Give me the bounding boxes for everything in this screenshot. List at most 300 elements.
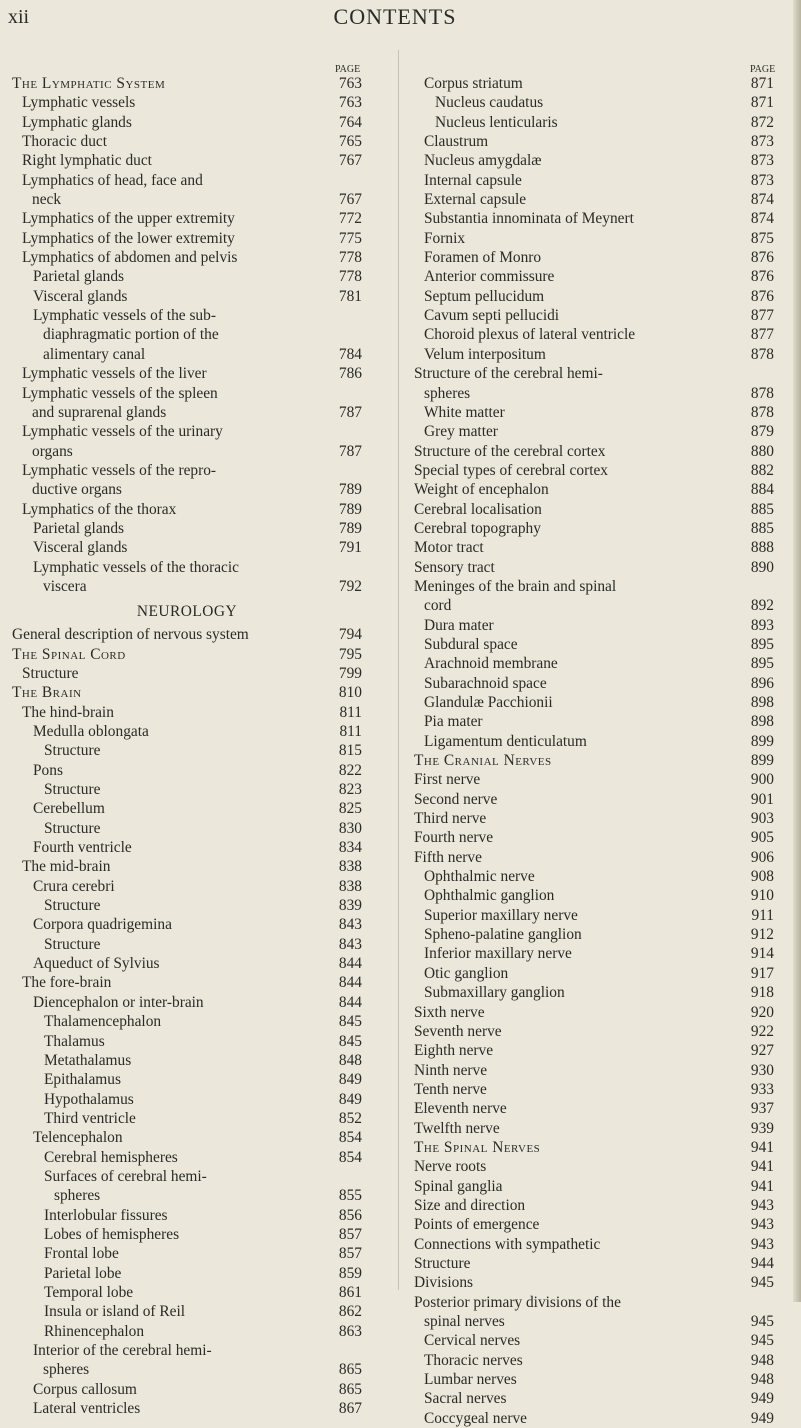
- toc-entry-page: 778: [338, 268, 362, 286]
- toc-entry: [414, 519, 774, 538]
- toc-entry-title: The hind-brain: [22, 703, 114, 721]
- toc-entry-title: Divisions: [414, 1274, 474, 1292]
- toc-entry-title: Lymphatic vessels of the spleen: [22, 384, 218, 402]
- toc-entry: [414, 867, 774, 886]
- toc-entry-title: Temporal lobe: [44, 1283, 134, 1301]
- toc-entry-title: spheres: [54, 1187, 101, 1205]
- toc-entry-title: Spinal ganglia: [414, 1177, 503, 1195]
- toc-entry-title: Aqueduct of Sylvius: [33, 955, 160, 973]
- toc-entry: [414, 1138, 774, 1157]
- toc-entry-title: Eleventh nerve: [414, 1100, 507, 1118]
- toc-entry-title: Pia mater: [424, 713, 483, 731]
- page-edge: [793, 0, 801, 1302]
- toc-entry: [12, 1148, 362, 1167]
- toc-entry: [12, 1070, 362, 1089]
- toc-entry-title: Sixth nerve: [414, 1003, 485, 1021]
- toc-entry: [12, 1167, 362, 1186]
- toc-entry: [12, 1128, 362, 1147]
- toc-entry-page: 849: [338, 1090, 362, 1108]
- toc-entry-title: Structure: [44, 935, 101, 953]
- toc-entry-title: The fore-brain: [22, 974, 112, 992]
- toc-entry: [414, 1177, 774, 1196]
- toc-entry-page: 898: [750, 694, 774, 711]
- toc-entry-title: Cerebral hemispheres: [44, 1148, 178, 1166]
- toc-entry-title: Structure: [44, 742, 101, 760]
- toc-entry-title: Fornix: [424, 229, 466, 247]
- toc-entry: [414, 558, 774, 577]
- toc-entry-page: 912: [750, 926, 774, 944]
- toc-entry: [12, 625, 362, 644]
- toc-entry-title: spinal nerves: [424, 1313, 505, 1330]
- toc-entry: [12, 722, 362, 741]
- toc-entry: [414, 1196, 774, 1215]
- toc-entry-page: 787: [338, 442, 362, 460]
- left-page-label: PAGE: [335, 64, 361, 75]
- toc-entry-title: Interior of the cerebral hemi-: [33, 1342, 212, 1359]
- toc-entry-page: 878: [750, 345, 774, 363]
- toc-entry: [12, 248, 362, 267]
- toc-entry-title: Structure of the cerebral hemi-: [414, 365, 603, 383]
- toc-entry-title: Structure: [44, 819, 101, 837]
- toc-entry-title: alimentary canal: [43, 345, 146, 363]
- toc-entry: [414, 1312, 774, 1331]
- toc-entry-page: 789: [338, 481, 362, 499]
- toc-entry: [414, 1080, 774, 1099]
- toc-entry: [414, 345, 774, 364]
- toc-entry-title: Lymphatics of the lower extremity: [22, 229, 235, 247]
- toc-entry-page: 794: [338, 626, 362, 644]
- toc-entry: [414, 964, 774, 983]
- toc-entry: [414, 403, 774, 422]
- toc-entry-title: Twelfth nerve: [414, 1119, 500, 1137]
- toc-entry-title: Nerve roots: [414, 1158, 487, 1176]
- toc-entry: [414, 674, 774, 693]
- toc-entry-page: 839: [338, 897, 362, 915]
- toc-entry-title: Metathalamus: [44, 1051, 132, 1069]
- toc-entry-title: Substantia innominata of Meynert: [424, 210, 634, 228]
- toc-entry: [12, 780, 362, 799]
- toc-entry-title: First nerve: [414, 771, 481, 789]
- toc-entry-page: 763: [338, 75, 362, 92]
- toc-entry-page: 874: [750, 210, 774, 228]
- toc-entry: [12, 209, 362, 228]
- toc-entry: [414, 770, 774, 789]
- toc-entry-page: 856: [338, 1206, 362, 1224]
- toc-entry-title: Lobes of hemispheres: [44, 1225, 180, 1243]
- toc-entry: [12, 93, 362, 112]
- toc-entry-title: Motor tract: [414, 539, 484, 557]
- toc-entry-title: Right lymphatic duct: [22, 152, 152, 170]
- toc-entry-page: 795: [338, 645, 362, 663]
- toc-entry-title: Visceral glands: [33, 287, 128, 305]
- toc-entry-title: Lymphatics of the thorax: [22, 500, 177, 518]
- toc-entry-title: The Brain: [12, 684, 82, 702]
- toc-entry-page: 893: [750, 616, 774, 634]
- toc-entry: [414, 828, 774, 847]
- toc-entry-title: General description of nervous system: [12, 626, 249, 644]
- toc-entry-title: White matter: [424, 403, 505, 421]
- toc-entry-title: Structure of the cerebral cortex: [414, 442, 606, 460]
- toc-entry: [12, 703, 362, 722]
- toc-entry-page: 873: [750, 152, 774, 170]
- toc-entry-page: 890: [750, 558, 774, 576]
- toc-entry-page: 861: [338, 1283, 362, 1301]
- toc-entry-page: 873: [750, 171, 774, 189]
- toc-entry-page: 830: [338, 819, 362, 837]
- toc-entry-title: viscera: [43, 577, 87, 595]
- toc-entry: [12, 132, 362, 151]
- toc-entry: [414, 248, 774, 267]
- toc-entry: [12, 935, 362, 954]
- toc-entry: [12, 1206, 362, 1225]
- toc-entry-page: 844: [338, 974, 362, 992]
- toc-entry: [12, 171, 362, 190]
- toc-entry-page: 949: [750, 1390, 774, 1408]
- toc-entry-page: 900: [750, 771, 774, 789]
- toc-entry: [12, 1109, 362, 1128]
- toc-entry: [414, 384, 774, 403]
- toc-entry: [414, 1389, 774, 1408]
- toc-entry-page: 901: [750, 790, 774, 808]
- toc-entry-page: 905: [750, 829, 774, 847]
- toc-entry-title: Parietal glands: [33, 519, 125, 537]
- toc-right-column: [414, 74, 774, 1428]
- toc-entry-title: Structure: [44, 897, 101, 915]
- toc-entry-title: Weight of encephalon: [414, 481, 549, 499]
- toc-entry-page: 880: [750, 442, 774, 460]
- toc-entry-title: Seventh nerve: [414, 1022, 502, 1040]
- toc-entry: [414, 635, 774, 654]
- toc-entry: [414, 1331, 774, 1350]
- toc-entry-title: Lymphatic vessels of the sub-: [33, 307, 216, 325]
- toc-entry-title: Special types of cerebral cortex: [414, 461, 608, 479]
- toc-entry: [12, 1380, 362, 1399]
- toc-entry: [414, 538, 774, 557]
- toc-entry-page: 863: [338, 1322, 362, 1340]
- toc-entry-title: Thoracic duct: [22, 133, 108, 151]
- toc-entry-title: Cavum septi pellucidi: [424, 307, 560, 325]
- toc-entry-title: Choroid plexus of lateral ventricle: [424, 326, 636, 344]
- toc-entry-page: 811: [339, 703, 362, 721]
- toc-entry-title: Fifth nerve: [414, 848, 482, 866]
- toc-entry: [414, 1041, 774, 1060]
- toc-entry-page: 799: [338, 664, 362, 682]
- toc-entry-page: 918: [750, 984, 774, 1002]
- toc-entry: [12, 819, 362, 838]
- toc-entry-title: Points of emergence: [414, 1216, 540, 1234]
- toc-entry-page: 910: [750, 887, 774, 905]
- toc-entry-page: 943: [750, 1196, 774, 1214]
- toc-entry-page: 944: [750, 1254, 774, 1272]
- toc-entry-title: Thalamus: [44, 1032, 105, 1050]
- toc-entry: [414, 480, 774, 499]
- toc-entry-title: Size and direction: [414, 1196, 526, 1214]
- toc-entry-page: 859: [338, 1264, 362, 1282]
- toc-entry-title: Lymphatic glands: [22, 113, 132, 131]
- toc-entry-page: 834: [338, 839, 362, 857]
- toc-entry-title: Insula or island of Reil: [44, 1303, 186, 1321]
- toc-entry-page: 781: [338, 287, 362, 305]
- toc-entry-page: 943: [750, 1235, 774, 1253]
- toc-entry: [12, 915, 362, 934]
- toc-entry-title: Corpus striatum: [424, 75, 523, 92]
- toc-entry: [414, 809, 774, 828]
- toc-entry: [12, 857, 362, 876]
- toc-entry: [414, 1351, 774, 1370]
- toc-entry: [12, 1302, 362, 1321]
- toc-entry: [12, 500, 362, 519]
- toc-entry-title: Cervical nerves: [424, 1332, 521, 1350]
- toc-entry: [12, 1090, 362, 1109]
- toc-entry-title: Sacral nerves: [424, 1390, 507, 1408]
- toc-entry: [414, 325, 774, 344]
- toc-entry-title: Visceral glands: [33, 539, 128, 557]
- toc-entry-page: 941: [750, 1158, 774, 1176]
- toc-entry: [12, 461, 362, 480]
- toc-entry-title: Lateral ventricles: [33, 1400, 141, 1418]
- toc-entry: [414, 442, 774, 461]
- toc-entry-page: 899: [750, 752, 774, 770]
- toc-entry: [12, 1186, 362, 1205]
- toc-entry: [414, 422, 774, 441]
- toc-entry-title: External capsule: [424, 191, 527, 209]
- toc-entry-title: spheres: [43, 1361, 90, 1379]
- toc-entry-title: Crura cerebri: [33, 877, 115, 895]
- toc-entry: [12, 1341, 362, 1360]
- toc-left-column: [12, 74, 362, 1418]
- toc-entry: [12, 113, 362, 132]
- toc-entry: [12, 480, 362, 499]
- toc-entry: [12, 1322, 362, 1341]
- toc-entry: [12, 345, 362, 364]
- toc-entry-page: 895: [750, 655, 774, 673]
- toc-entry-title: Foramen of Monro: [424, 249, 542, 267]
- toc-entry-page: 878: [750, 384, 774, 402]
- toc-entry-page: 789: [338, 500, 362, 518]
- toc-entry-page: 849: [338, 1071, 362, 1089]
- toc-entry-title: Interlobular fissures: [44, 1206, 168, 1224]
- toc-entry: [414, 1409, 774, 1428]
- toc-entry-title: cord: [424, 597, 452, 615]
- toc-entry: [414, 209, 774, 228]
- toc-entry: [414, 732, 774, 751]
- toc-entry-title: Parietal lobe: [44, 1264, 122, 1282]
- toc-entry-title: The Spinal Nerves: [414, 1138, 541, 1156]
- toc-entry: [414, 1370, 774, 1389]
- toc-entry: [12, 403, 362, 422]
- toc-entry-title: Ophthalmic nerve: [424, 868, 535, 886]
- toc-entry-page: 920: [750, 1003, 774, 1021]
- toc-entry-page: 845: [338, 1013, 362, 1031]
- toc-entry: [414, 944, 774, 963]
- toc-entry-title: Corpora quadrigemina: [33, 916, 172, 934]
- toc-entry-page: 872: [750, 113, 774, 131]
- toc-entry-page: 843: [338, 916, 362, 934]
- toc-entry-title: Thoracic nerves: [424, 1351, 523, 1369]
- toc-entry-title: Lymphatic vessels of the repro-: [22, 461, 217, 479]
- toc-entry-page: 867: [338, 1400, 362, 1418]
- toc-entry-page: 865: [338, 1361, 362, 1379]
- toc-entry: [414, 1235, 774, 1254]
- toc-entry: [414, 306, 774, 325]
- toc-entry-page: 876: [750, 268, 774, 286]
- toc-entry-title: The Spinal Cord: [12, 645, 126, 663]
- toc-entry-title: Surfaces of cerebral hemi-: [44, 1167, 207, 1185]
- toc-entry-title: Anterior commissure: [424, 268, 555, 286]
- toc-entry-title: and suprarenal glands: [32, 403, 167, 421]
- toc-entry-title: Structure: [44, 781, 101, 799]
- toc-entry: [12, 1399, 362, 1418]
- toc-entry-title: Sensory tract: [414, 558, 495, 576]
- toc-entry-page: 787: [338, 403, 362, 421]
- toc-entry-page: 885: [750, 519, 774, 537]
- toc-entry-page: 792: [338, 577, 362, 595]
- toc-entry-page: 906: [750, 848, 774, 866]
- toc-entry-title: ductive organs: [32, 481, 122, 499]
- toc-entry: [414, 171, 774, 190]
- toc-entry: [414, 906, 774, 925]
- toc-entry-title: Coccygeal nerve: [424, 1409, 527, 1427]
- toc-entry: [414, 616, 774, 635]
- toc-entry-title: Thalamencephalon: [44, 1013, 162, 1031]
- toc-entry-page: 875: [750, 229, 774, 247]
- toc-entry: [414, 1215, 774, 1234]
- toc-entry-page: 877: [750, 326, 774, 344]
- toc-entry: [414, 500, 774, 519]
- toc-entry: [12, 799, 362, 818]
- toc-entry-page: 933: [750, 1080, 774, 1098]
- toc-entry-page: 941: [750, 1138, 774, 1156]
- toc-entry-page: 789: [338, 519, 362, 537]
- toc-entry-title: Cerebral localisation: [414, 500, 542, 518]
- toc-entry-title: Superior maxillary nerve: [424, 906, 578, 924]
- toc-entry-title: The Cranial Nerves: [414, 752, 552, 770]
- toc-entry-page: 815: [338, 742, 362, 760]
- toc-entry: [414, 1273, 774, 1292]
- toc-entry-title: Meninges of the brain and spinal: [414, 577, 617, 595]
- toc-entry: [12, 1283, 362, 1302]
- toc-entry-title: Fourth nerve: [414, 829, 494, 847]
- toc-entry-title: Claustrum: [424, 133, 489, 151]
- toc-entry-page: 871: [750, 75, 774, 92]
- toc-entry: [414, 712, 774, 731]
- toc-entry-title: Ligamentum denticulatum: [424, 732, 587, 750]
- toc-entry: [12, 229, 362, 248]
- toc-entry-title: Lymphatic vessels: [22, 94, 136, 112]
- toc-entry-page: 767: [338, 152, 362, 170]
- toc-entry-title: Nucleus lenticularis: [435, 113, 558, 131]
- toc-entry: [12, 973, 362, 992]
- toc-entry-title: organs: [32, 442, 73, 460]
- right-page-label: PAGE: [750, 64, 776, 75]
- toc-entry-page: 876: [750, 249, 774, 267]
- page-number: xii: [8, 6, 30, 28]
- toc-entry-title: Internal capsule: [424, 171, 522, 189]
- toc-entry-page: 764: [338, 113, 362, 131]
- toc-entry-page: 857: [338, 1225, 362, 1243]
- toc-entry: [12, 954, 362, 973]
- toc-entry: [414, 93, 774, 112]
- toc-entry-title: Septum pellucidum: [424, 287, 545, 305]
- toc-entry: [12, 442, 362, 461]
- toc-entry-title: Subarachnoid space: [424, 674, 547, 692]
- toc-entry: [414, 1119, 774, 1138]
- toc-entry-page: 879: [750, 423, 774, 441]
- toc-entry-page: 845: [338, 1032, 362, 1050]
- toc-entry-page: 784: [338, 345, 362, 363]
- toc-entry-title: Lymphatic vessels of the thoracic: [33, 558, 239, 576]
- toc-entry-title: Telencephalon: [33, 1129, 123, 1147]
- toc-entry-page: 941: [750, 1177, 774, 1195]
- toc-entry: [12, 1225, 362, 1244]
- toc-entry-title: Epithalamus: [44, 1071, 121, 1089]
- toc-entry-title: spheres: [424, 384, 471, 402]
- toc-entry-page: 855: [338, 1187, 362, 1205]
- toc-entry-page: 822: [338, 761, 362, 779]
- toc-entry-title: Inferior maxillary nerve: [424, 945, 572, 963]
- toc-entry-title: Ninth nerve: [414, 1061, 488, 1079]
- toc-entry-page: 852: [338, 1109, 362, 1127]
- toc-entry-title: Ophthalmic ganglion: [424, 887, 555, 905]
- toc-entry-page: 823: [338, 781, 362, 799]
- toc-entry: [12, 267, 362, 286]
- toc-entry-title: Third ventricle: [44, 1109, 136, 1127]
- toc-entry-page: 945: [750, 1274, 774, 1292]
- toc-entry-page: 882: [750, 461, 774, 479]
- toc-entry-page: 838: [338, 877, 362, 895]
- toc-entry-page: 876: [750, 287, 774, 305]
- toc-entry: [414, 151, 774, 170]
- toc-entry-page: 914: [750, 945, 774, 963]
- toc-entry-page: 772: [338, 210, 362, 228]
- toc-entry: [414, 229, 774, 248]
- toc-entry-page: 854: [338, 1148, 362, 1166]
- toc-entry-title: Rhinencephalon: [44, 1322, 145, 1340]
- section-heading: [12, 596, 362, 625]
- toc-entry-title: Lymphatic vessels of the liver: [22, 365, 207, 383]
- toc-entry-page: 885: [750, 500, 774, 518]
- toc-entry-page: 896: [750, 674, 774, 692]
- toc-entry-title: Spheno-palatine ganglion: [424, 926, 582, 944]
- toc-entry: [414, 190, 774, 209]
- toc-entry: [12, 1032, 362, 1051]
- toc-entry-title: diaphragmatic portion of the: [43, 326, 219, 344]
- toc-entry: [414, 886, 774, 905]
- toc-entry-page: 888: [750, 539, 774, 557]
- toc-entry-title: Lymphatic vessels of the urinary: [22, 423, 223, 441]
- toc-entry-page: 786: [338, 365, 362, 383]
- toc-entry-title: Connections with sympathetic: [414, 1235, 601, 1253]
- toc-entry: [414, 132, 774, 151]
- toc-entry-page: 844: [338, 955, 362, 973]
- toc-entry-page: 892: [750, 597, 774, 615]
- toc-entry: [12, 364, 362, 383]
- toc-entry-page: 917: [750, 964, 774, 982]
- toc-entry: [414, 983, 774, 1002]
- toc-entry-title: Cerebellum: [33, 800, 105, 818]
- column-divider: [398, 50, 399, 1290]
- toc-entry-title: Parietal glands: [33, 268, 125, 286]
- toc-entry: [414, 596, 774, 615]
- toc-entry-title: Third nerve: [414, 810, 487, 828]
- toc-entry-page: 844: [338, 993, 362, 1011]
- toc-entry: [414, 1293, 774, 1312]
- toc-entry-page: 767: [338, 191, 362, 209]
- toc-entry-title: Arachnoid membrane: [424, 655, 558, 673]
- toc-entry-title: Cerebral topography: [414, 519, 541, 537]
- toc-entry-page: 791: [338, 539, 362, 557]
- toc-entry-title: Otic ganglion: [424, 964, 509, 982]
